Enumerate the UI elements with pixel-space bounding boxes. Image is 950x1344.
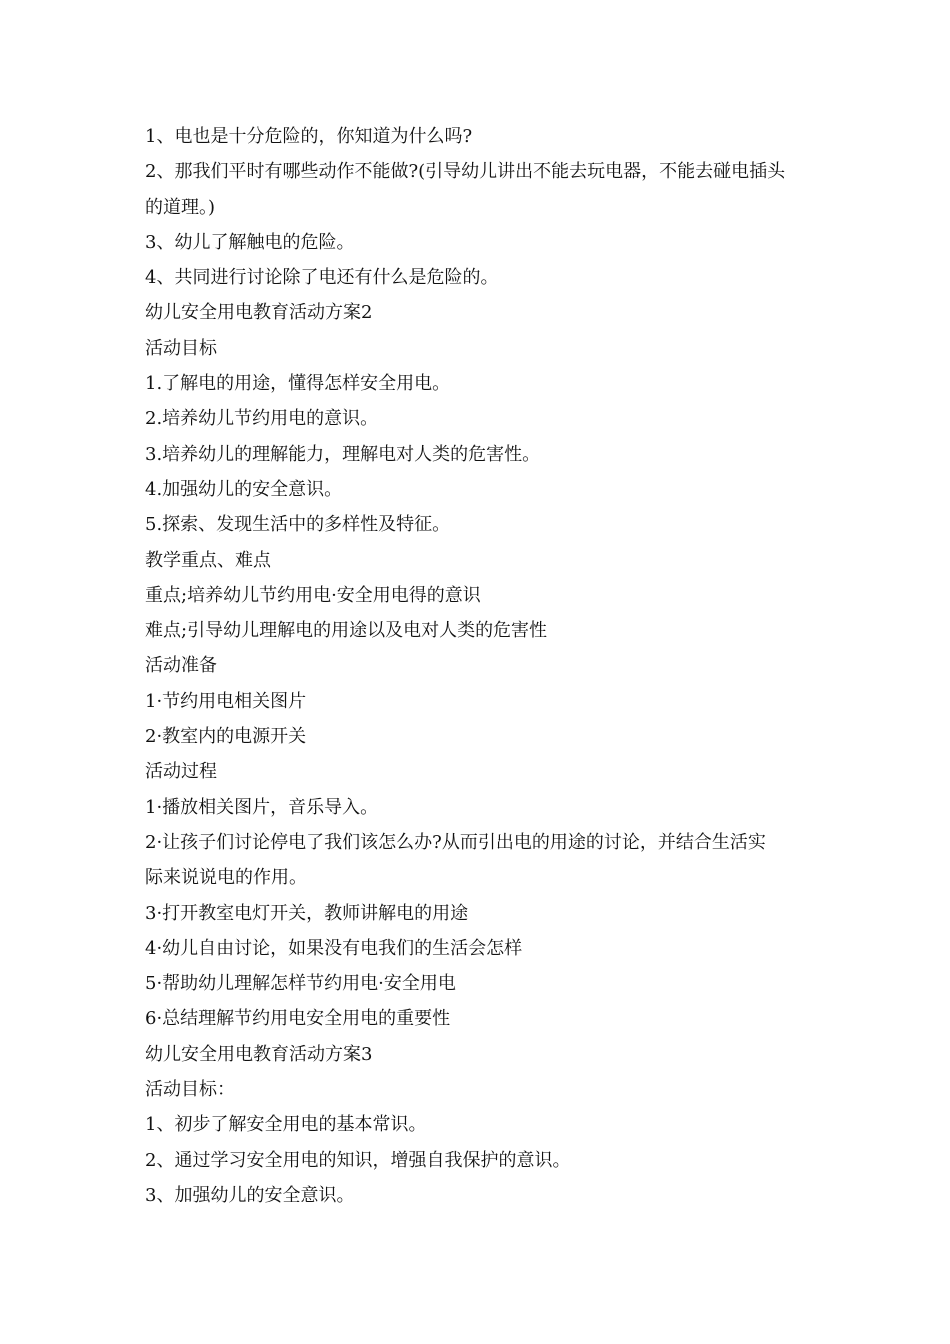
subheading: 教学重点、难点 xyxy=(145,549,271,571)
section-heading: 幼儿安全用电教育活动方案2 xyxy=(145,302,373,324)
list-item: 1、电也是十分危险的，你知道为什么吗? xyxy=(145,126,473,147)
subheading: 活动目标 xyxy=(145,337,217,359)
list-item: 5.探索、发现生活中的多样性及特征。 xyxy=(145,514,451,536)
list-item: 3、幼儿了解触电的危险。 xyxy=(145,231,355,253)
list-item: 2·让孩子们讨论停电了我们该怎么办?从而引出电的用途的讨论，并结合生活实 xyxy=(145,831,766,853)
list-item: 4.加强幼儿的安全意识。 xyxy=(145,478,343,500)
list-item: 5·帮助幼儿理解怎样节约用电·安全用电 xyxy=(145,973,456,995)
list-item: 1、初步了解安全用电的基本常识。 xyxy=(145,1114,427,1136)
list-item: 3·打开教室电灯开关，教师讲解电的用途 xyxy=(145,902,469,924)
list-item: 3、加强幼儿的安全意识。 xyxy=(145,1184,355,1206)
subheading: 活动准备 xyxy=(145,655,217,677)
list-item: 2、通过学习安全用电的知识，增强自我保护的意识。 xyxy=(145,1149,571,1171)
subheading: 活动目标： xyxy=(145,1079,235,1101)
list-item: 2、那我们平时有哪些动作不能做?(引导幼儿讲出不能去玩电器，不能去碰电插头 xyxy=(145,161,786,183)
paragraph: 重点;培养幼儿节约用电·安全用电得的意识 xyxy=(145,584,481,606)
list-item: 4、共同进行讨论除了电还有什么是危险的。 xyxy=(145,267,499,289)
list-item-continuation: 际来说说电的作用。 xyxy=(145,867,307,889)
document-body xyxy=(145,119,825,1213)
list-item: 2·教室内的电源开关 xyxy=(145,726,307,748)
list-item: 1.了解电的用途，懂得怎样安全用电。 xyxy=(145,373,451,395)
list-item-continuation: 的道理。) xyxy=(145,196,216,218)
list-item: 1·播放相关图片，音乐导入。 xyxy=(145,796,379,818)
list-item: 1·节约用电相关图片 xyxy=(145,690,307,712)
subheading: 活动过程 xyxy=(145,761,217,783)
list-item: 4·幼儿自由讨论，如果没有电我们的生活会怎样 xyxy=(145,937,523,959)
list-item: 6·总结理解节约用电安全用电的重要性 xyxy=(145,1008,451,1030)
section-heading: 幼儿安全用电教育活动方案3 xyxy=(145,1043,373,1065)
list-item: 2.培养幼儿节约用电的意识。 xyxy=(145,408,379,430)
list-item: 3.培养幼儿的理解能力，理解电对人类的危害性。 xyxy=(145,443,541,465)
paragraph: 难点;引导幼儿理解电的用途以及电对人类的危害性 xyxy=(145,620,548,642)
